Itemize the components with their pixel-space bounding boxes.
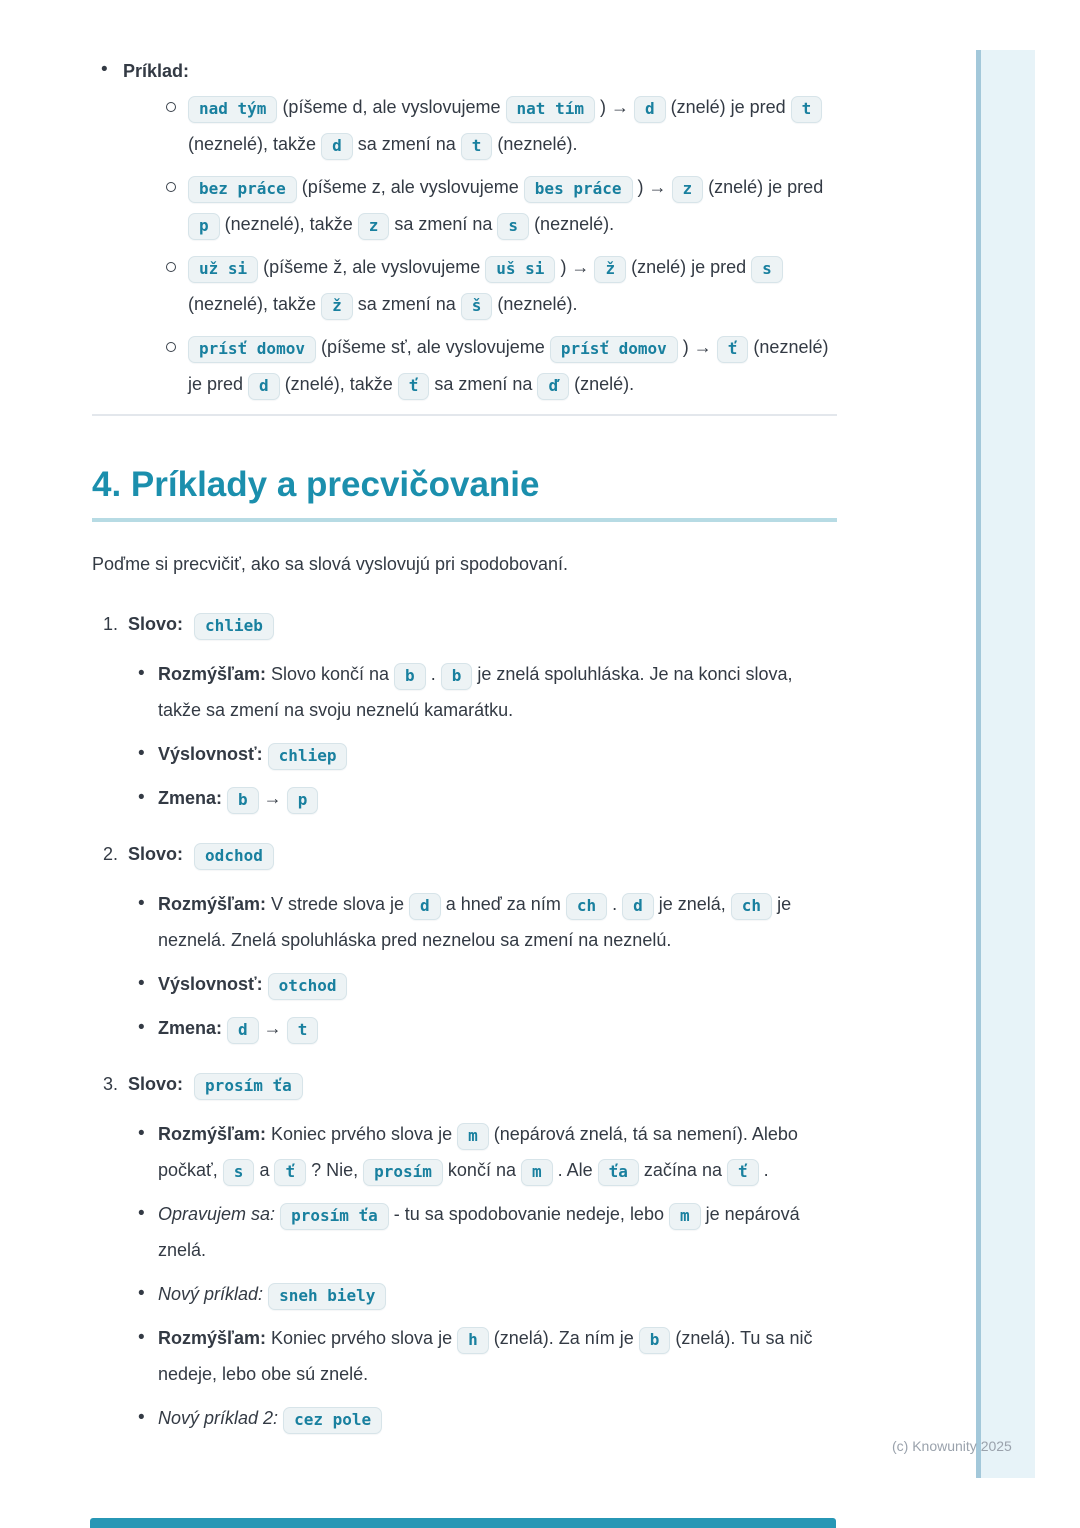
text-run: je neznelá. Znelá spoluhláska pred neznelou sa zmení na neznelú. — [158, 894, 792, 950]
code-chip: nat tím — [506, 96, 595, 123]
section-intro: Poďme si precvičiť, ako sa slová vyslovujú pri spodobovaní. — [92, 554, 569, 574]
code-chip: prosím — [363, 1159, 443, 1186]
exercise-item — [92, 1066, 837, 1436]
italic-label: Nový príklad 2: — [158, 1408, 279, 1428]
text-run: sa zmení na — [352, 294, 461, 314]
code-chip: s — [497, 213, 529, 240]
code-chip: d — [634, 96, 666, 123]
code-chip: ť — [717, 336, 749, 363]
code-chip: ch — [731, 893, 772, 920]
code-chip: ť — [274, 1159, 306, 1186]
code-chip: m — [669, 1203, 701, 1230]
example-item — [123, 249, 837, 323]
text-run: končí na — [442, 1160, 521, 1180]
exercise-bullet — [92, 1196, 837, 1268]
exercise-number: 2. — [103, 844, 119, 864]
code-chip: p — [188, 213, 220, 240]
italic-label: Opravujem sa: — [158, 1204, 276, 1224]
document-content — [92, 57, 837, 1456]
text-run: (neznelé). — [492, 134, 578, 154]
exercise-head — [92, 1066, 837, 1102]
code-chip: z — [672, 176, 704, 203]
text-run: (znelé) je pred — [626, 257, 752, 277]
exercise-bullets — [92, 1116, 837, 1436]
text-run: (znelé) je pred — [665, 97, 791, 117]
code-chip: ťa — [598, 1159, 639, 1186]
code-chip: cez pole — [283, 1407, 382, 1434]
section-divider — [92, 414, 837, 416]
text-run: sa zmení na — [352, 134, 461, 154]
exercise-bullet — [92, 736, 837, 772]
text-run: je znelá spoluhláska. Je na konci slova, takže sa zmení na svoju neznelú kamarátku. — [158, 664, 793, 720]
exercise-list — [92, 606, 837, 1436]
code-chip: m — [521, 1159, 553, 1186]
example-item — [123, 169, 837, 243]
code-chip: ť — [398, 373, 430, 400]
code-chip: t — [287, 1017, 319, 1044]
exercise-bullet — [92, 1320, 837, 1392]
code-chip: b — [394, 663, 426, 690]
text-run: V strede slova je — [265, 894, 410, 914]
code-chip: prísť domov — [188, 336, 316, 363]
text-run: (neznelé). — [529, 214, 615, 234]
code-chip: m — [457, 1123, 489, 1150]
exercise-item — [92, 836, 837, 1046]
code-chip: ž — [594, 256, 626, 283]
exercise-bullet — [92, 1276, 837, 1312]
code-chip: otchod — [268, 973, 348, 1000]
text-run: (nepárová znelá, tá sa nemení). Alebo počkať, — [158, 1124, 798, 1180]
exercise-label: Slovo: — [128, 844, 184, 864]
code-chip: d — [321, 133, 353, 160]
bold-label: Rozmýšľam: — [158, 1124, 266, 1144]
text-run: (znelé). — [569, 374, 635, 394]
code-chip: prosím ťa — [194, 1073, 303, 1100]
example-block — [92, 57, 837, 403]
text-run: sa zmení na — [429, 374, 538, 394]
code-chip: prísť domov — [550, 336, 678, 363]
code-chip: t — [791, 96, 823, 123]
code-chip: ch — [566, 893, 607, 920]
exercise-number: 1. — [103, 614, 119, 634]
code-chip: b — [441, 663, 473, 690]
exercise-bullet — [92, 780, 837, 816]
code-chip: t — [461, 133, 493, 160]
bold-label: Rozmýšľam: — [158, 1328, 266, 1348]
text-run: ) → — [594, 97, 634, 117]
text-run: (píšeme d, ale vyslovujeme — [277, 97, 506, 117]
example-item — [123, 329, 837, 403]
text-run: . — [425, 664, 441, 684]
code-chip: d — [409, 893, 441, 920]
text-run: Slovo končí na — [265, 664, 395, 684]
text-run: (píšeme z, ale vyslovujeme — [296, 177, 524, 197]
exercise-bullets — [92, 656, 837, 816]
code-chip: bez práce — [188, 176, 297, 203]
text-run: (neznelé), takže — [188, 134, 322, 154]
text-run: → — [258, 788, 287, 808]
text-run: Koniec prvého slova je — [265, 1124, 458, 1144]
text-run: (neznelé) je pred — [188, 337, 829, 394]
text-run: ? Nie, — [306, 1160, 364, 1180]
bold-label: Zmena: — [158, 788, 223, 808]
bold-label: Rozmýšľam: — [158, 664, 266, 684]
text-run: (neznelé), takže — [188, 294, 322, 314]
code-chip: b — [227, 787, 259, 814]
code-chip: d — [227, 1017, 259, 1044]
code-chip: š — [461, 293, 493, 320]
text-run: sa zmení na — [389, 214, 498, 234]
text-run: (znelá). Za ním je — [488, 1328, 639, 1348]
text-run: (neznelé), takže — [219, 214, 358, 234]
code-chip: d — [248, 373, 280, 400]
text-run: je znelá, — [653, 894, 731, 914]
text-run: ) → — [677, 337, 717, 357]
exercise-item — [92, 606, 837, 816]
exercise-bullet — [92, 1400, 837, 1436]
bold-label: Zmena: — [158, 1018, 223, 1038]
exercise-bullets — [92, 886, 837, 1046]
bold-label: Výslovnosť: — [158, 974, 263, 994]
code-chip: odchod — [194, 843, 274, 870]
code-chip: s — [223, 1159, 255, 1186]
exercise-bullet — [92, 966, 837, 1002]
text-run: je nepárová znelá. — [158, 1204, 800, 1260]
exercise-head — [92, 836, 837, 872]
text-run: . Ale — [552, 1160, 598, 1180]
exercise-label: Slovo: — [128, 1074, 184, 1094]
text-run — [263, 744, 268, 764]
text-run: (znelá). Tu sa nič nedeje, lebo obe sú znelé. — [158, 1328, 813, 1384]
exercise-bullet — [92, 1116, 837, 1188]
code-chip: ď — [537, 373, 569, 400]
text-run: ) → — [632, 177, 672, 197]
exercise-number: 3. — [103, 1074, 119, 1094]
bold-label: Rozmýšľam: — [158, 894, 266, 914]
text-run: začína na — [638, 1160, 727, 1180]
code-chip: ť — [727, 1159, 759, 1186]
text-run — [263, 974, 268, 994]
text-run: → — [258, 1018, 287, 1038]
text-run: . — [758, 1160, 769, 1180]
text-run: Koniec prvého slova je — [265, 1328, 458, 1348]
text-run: . — [607, 894, 623, 914]
section-heading: 4. Príklady a precvičovanie — [92, 464, 837, 522]
exercise-label: Slovo: — [128, 614, 184, 634]
code-chip: p — [287, 787, 319, 814]
text-run: (neznelé). — [492, 294, 578, 314]
code-chip: nad tým — [188, 96, 277, 123]
example-sublist — [123, 89, 837, 403]
exercise-bullet — [92, 886, 837, 958]
code-chip: prosím ťa — [280, 1203, 389, 1230]
exercise-head — [92, 606, 837, 642]
example-item — [123, 89, 837, 163]
code-chip: h — [457, 1327, 489, 1354]
text-run: - tu sa spodobovanie nedeje, lebo — [388, 1204, 669, 1224]
text-run: a hneď za ním — [440, 894, 566, 914]
text-run: a — [254, 1160, 275, 1180]
page-edge-strip — [976, 50, 1035, 1478]
exercise-bullet — [92, 1010, 837, 1046]
code-chip: z — [358, 213, 390, 240]
code-chip: d — [622, 893, 654, 920]
example-label: Príklad: — [123, 61, 190, 81]
code-chip: bes práce — [524, 176, 633, 203]
code-chip: uš si — [485, 256, 555, 283]
code-chip: už si — [188, 256, 258, 283]
text-run: (píšeme sť, ale vyslovujeme — [315, 337, 550, 357]
copyright-note: (c) Knowunity 2025 — [892, 1438, 1012, 1454]
code-chip: ž — [321, 293, 353, 320]
next-page-strip — [90, 1518, 836, 1528]
text-run: (píšeme ž, ale vyslovujeme — [258, 257, 486, 277]
exercise-bullet — [92, 656, 837, 728]
code-chip: chlieb — [194, 613, 274, 640]
code-chip: b — [639, 1327, 671, 1354]
text-run: ) → — [555, 257, 595, 277]
code-chip: s — [751, 256, 783, 283]
text-run: (znelé), takže — [279, 374, 398, 394]
code-chip: chliep — [268, 743, 348, 770]
italic-label: Nový príklad: — [158, 1284, 264, 1304]
text-run: (znelé) je pred — [703, 177, 824, 197]
bold-label: Výslovnosť: — [158, 744, 263, 764]
code-chip: sneh biely — [268, 1283, 386, 1310]
